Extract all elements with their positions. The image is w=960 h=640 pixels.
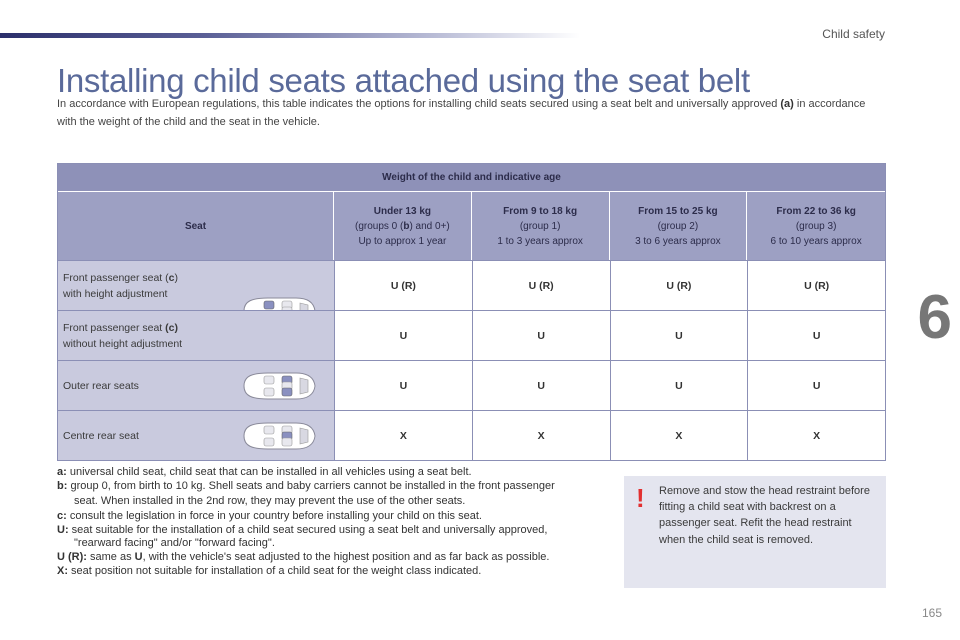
footnote: b: group 0, from birth to 10 kg. Shell seats and baby carriers cannot be installed in the front passenger bbox=[57, 479, 555, 492]
footnote: X: seat position not suitable for installation of a child seat for the weight class indicated. bbox=[57, 564, 482, 577]
footnote: a: universal child seat, child seat that can be installed in all vehicles using a seat belt. bbox=[57, 466, 472, 478]
column-header: From 15 to 25 kg (group 2) 3 to 6 years approx bbox=[610, 192, 748, 260]
footnote-continuation: seat. When installed in the 2nd row, they may prevent the use of the other seats. bbox=[74, 495, 466, 508]
intro-paragraph: In accordance with European regulations, this table indicates the options for installing child seats secured using a seat belt and universally approved (a) in accordance with the weight of the child and the seat in the vehicle. bbox=[57, 98, 866, 128]
seat-label: Front passenger seat (c) without height adjustment bbox=[63, 321, 183, 350]
page-number: 165 bbox=[921, 606, 942, 620]
table-cell: U bbox=[472, 361, 610, 410]
column-header: Under 13 kg (groups 0 (b) and 0+) Up to approx 1 year bbox=[334, 192, 472, 260]
footnote: U (R): same as U, with the vehicle's seat adjusted to the highest position and as far back as possible. bbox=[57, 550, 550, 563]
warning-text: Remove and stow the head restraint before fitting a child seat with backrest on a passenger seat. Refit the head restraint when the child seat is removed. bbox=[659, 485, 870, 546]
table-group-header: Weight of the child and indicative age bbox=[58, 164, 885, 192]
table-cell: X bbox=[334, 411, 472, 460]
table-cell: U (R) bbox=[334, 261, 472, 310]
table-row bbox=[58, 410, 885, 460]
seat-column-header: Seat bbox=[58, 192, 334, 260]
table-cell: U bbox=[610, 361, 748, 410]
table-cell: U bbox=[747, 311, 885, 360]
table-cell: U (R) bbox=[610, 261, 748, 310]
table-row bbox=[58, 310, 885, 360]
intro-ref: (a) bbox=[780, 98, 794, 110]
seat-label: Outer rear seats bbox=[63, 379, 139, 392]
table-cell: U bbox=[472, 311, 610, 360]
column-header: From 22 to 36 kg (group 3) 6 to 10 years approx bbox=[770, 205, 862, 247]
footnote: U: seat suitable for the installation of a child seat secured using a seat belt and universally approved, bbox=[57, 523, 548, 536]
seat-cell bbox=[58, 411, 334, 460]
child-seat-table bbox=[57, 163, 886, 461]
table-cell: U bbox=[610, 311, 748, 360]
table-cell: X bbox=[610, 411, 748, 460]
table-cell: U bbox=[747, 361, 885, 410]
table-cell: U bbox=[334, 311, 472, 360]
table-row bbox=[58, 360, 885, 410]
table-cell: U (R) bbox=[747, 261, 885, 310]
footnote: c: consult the legislation in force in your country before installing your child on this seat. bbox=[57, 510, 482, 523]
chapter-number: 6 bbox=[917, 283, 952, 352]
header-bar bbox=[0, 33, 580, 38]
car-seat-diagram-icon bbox=[238, 370, 318, 402]
seat-cell bbox=[58, 361, 334, 410]
table-row bbox=[58, 260, 885, 310]
chapter-tab bbox=[918, 285, 960, 363]
footnotes bbox=[57, 466, 622, 578]
seat-label: Centre rear seat bbox=[63, 429, 139, 442]
table-cell: U (R) bbox=[472, 261, 610, 310]
column-header: From 9 to 18 kg (group 1) 1 to 3 years approx bbox=[472, 192, 610, 260]
exclamation-icon: ! bbox=[636, 483, 645, 513]
seat-cell bbox=[58, 311, 334, 360]
seat-cell bbox=[58, 261, 334, 310]
seat-label: Front passenger seat (c) with height adjustment bbox=[63, 271, 178, 300]
footnote-continuation: "rearward facing" and/or "forward facing". bbox=[74, 537, 275, 550]
table-cell: X bbox=[747, 411, 885, 460]
table-cell: X bbox=[472, 411, 610, 460]
warning-box bbox=[624, 476, 886, 588]
table-cell: U bbox=[334, 361, 472, 410]
car-seat-diagram-icon bbox=[238, 420, 318, 452]
section-title: Child safety bbox=[822, 27, 885, 41]
table-column-headers bbox=[58, 192, 885, 260]
page-title: Installing child seats attached using the seat belt bbox=[57, 62, 750, 99]
